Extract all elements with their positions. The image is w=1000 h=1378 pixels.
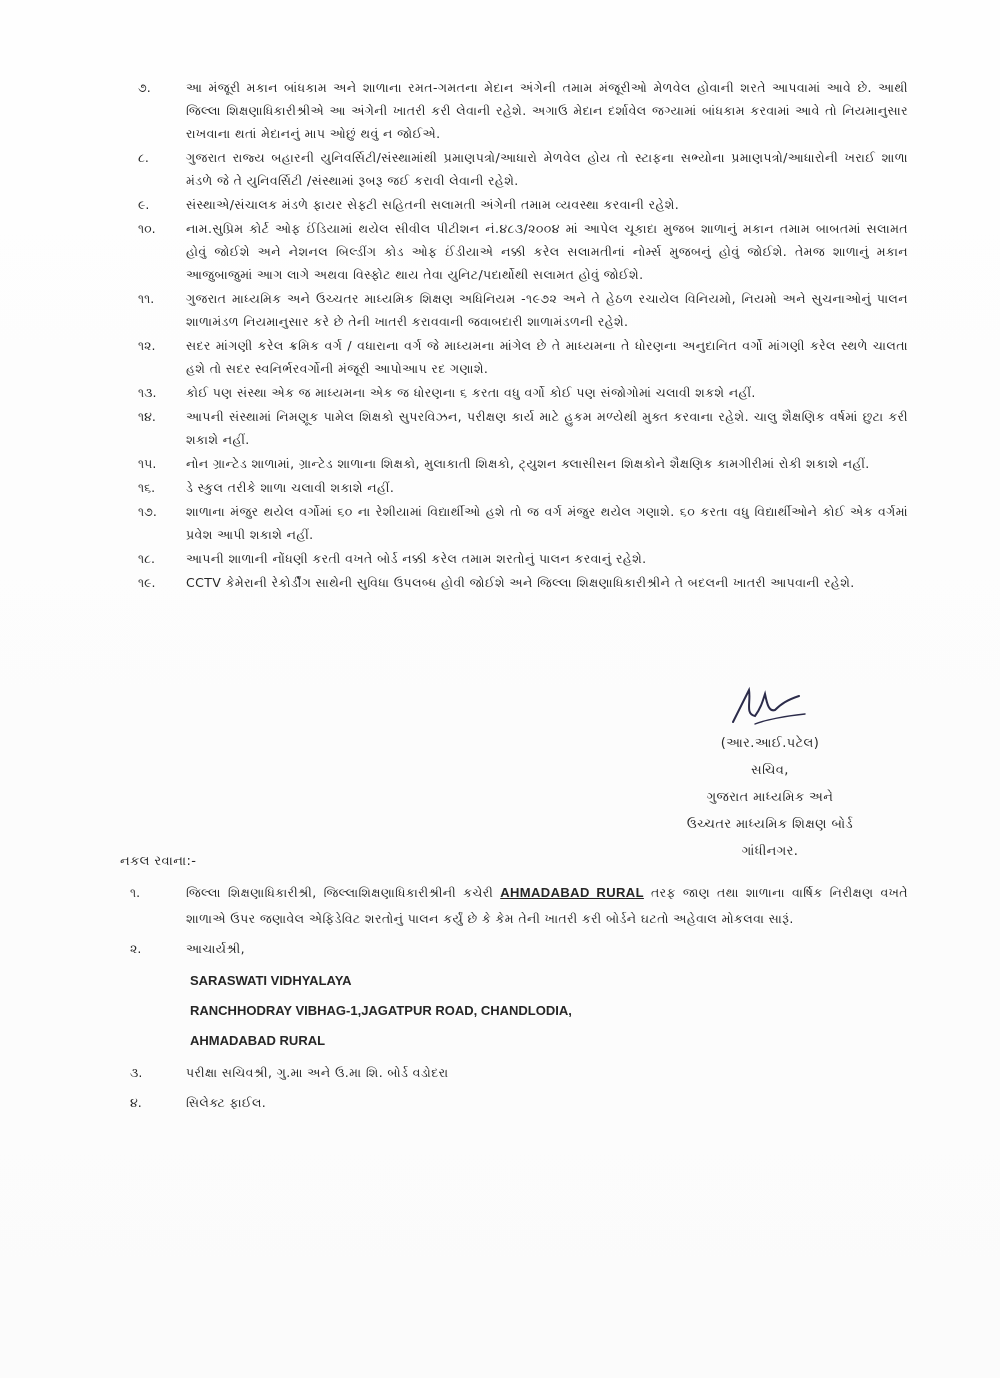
condition-text: કોઈ પણ સંસ્થા એક જ માધ્યમના એક જ ધોરણના ૬ કરતા વધુ વર્ગો કોઈ પણ સંજોગોમાં ચલાવી શકશે નહીં. (186, 385, 756, 400)
copy-item (118, 1090, 908, 1116)
handwritten-signature (725, 680, 815, 730)
condition-item (118, 217, 908, 286)
condition-number: ૧૯. (138, 575, 156, 590)
condition-item (118, 500, 908, 546)
signatory-designation: સચિવ, (751, 763, 789, 778)
conditions-list (118, 76, 908, 595)
condition-text: આ મંજૂરી મકાન બાંધકામ અને શાળાના રમત-ગમતના મેદાન અંગેની તમામ મંજૂરીઓ મેળવેલ હોવાની શરતે આપવામાં આવે છે. આથી જિલ્લા શિક્ષણાધિકારીશ્રીએ આ અંગેની ખાતરી કરી લેવાની રહેશે. અગાઉ મેદાન દર્શાવેલ જગ્યામાં બાંધકામ કરવામાં આવે તો નિયમાનુસાર રાખવાના થતાં મેદાનનું માપ ઓછું થવું ન જોઈએ. (186, 80, 908, 141)
condition-item (118, 76, 908, 145)
condition-text: નોન ગ્રાન્ટેડ શાળામાં, ગ્રાન્ટેડ શાળાના શિક્ષકો, મુલાકાતી શિક્ષકો, ટ્યુશન ક્લાસીસન શિક્ષકોને શૈક્ષણિક કામગીરીમાં રોકી શકાશે નહીં. (186, 456, 870, 471)
condition-text: આપની શાળાની નોંધણી કરતી વખતે બોર્ડ નક્કી કરેલ તમામ શરતોનું પાલન કરવાનું રહેશે. (186, 551, 647, 566)
condition-number: ૧૭. (138, 504, 157, 519)
copy-item-text: સિલેક્ટ ફાઈલ. (186, 1095, 267, 1110)
condition-text: સદર માંગણી કરેલ ક્રમિક વર્ગ / વધારાના વર્ગ જે માધ્યમના માંગેલ છે તે માધ્યમના તે ધોરણના અનુદાનિત વર્ગો માંગણી કરેલ સ્થળે ચાલતા હશે તો સદર સ્વનિર્ભરવર્ગોની મંજૂરી આપોઆપ રદ ગણાશે. (186, 338, 908, 376)
condition-number: ૧૫. (138, 456, 157, 471)
copy-item-text: પરીક્ષા સચિવશ્રી, ગુ.મા અને ઉ.મા શિ. બોર્ડ વડોદરા (186, 1065, 449, 1080)
condition-text: ડે સ્કુલ તરીકે શાળા ચલાવી શકાશે નહીં. (186, 480, 395, 495)
condition-item (118, 287, 908, 333)
condition-item (118, 381, 908, 404)
condition-text: સંસ્થાએ/સંચાલક મંડળે ફાયર સેફ્ટી સહિતની સલામતી અંગેની તમામ વ્યવસ્થા કરવાની રહેશે. (186, 197, 680, 212)
condition-text: શાળાના મંજુર થયેલ વર્ગોમાં ૬૦ ના રેશીયામાં વિદ્યાર્થીઓ હશે તો જ વર્ગ મંજુર થયેલ ગણાશે. ૬૦ કરતા વધુ વિદ્યાર્થીઓને કોઈ એક વર્ગમાં પ્રવેશ આપી શકાશે નહીં. (186, 504, 908, 542)
condition-item (118, 334, 908, 380)
school-district: AHMADABAD RURAL (190, 1033, 326, 1048)
signatory-city: ગાંધીનગર. (741, 844, 799, 859)
condition-item (118, 571, 908, 594)
signatory-org-line1: ગુજરાત માધ્યમિક અને (706, 790, 834, 805)
condition-item (118, 547, 908, 570)
copy-item (118, 936, 908, 962)
copy-item-number: ૩. (130, 1065, 143, 1080)
condition-text: CCTV કેમેરાની રેકોર્ડીંગ સાથેની સુવિધા ઉપલબ્ધ હોવી જોઈશે અને જિલ્લા શિક્ષણાધિકારીશ્રીને તે બદલની ખાતરી આપવાની રહેશે. (186, 575, 855, 590)
condition-item (118, 452, 908, 475)
copy-item (118, 1060, 908, 1086)
condition-item (118, 405, 908, 451)
copy-item1-post: તરફ જાણ તથા શાળાના વાર્ષિક નિરીક્ષણ વખતે શાળાએ ઉપર જણાવેલ એફિડેવિટ શરતોનું પાલન કર્યું છે કે કેમ તેની ખાતરી કરી બોર્ડને ઘટતો અહેવાલ મોકલવા સારૂં. (186, 885, 908, 926)
condition-text: આપની સંસ્થામાં નિમણૂક પામેલ શિક્ષકો સુપરવિઝન, પરીક્ષણ કાર્ય માટે હુકમ મળ્યેથી મુક્ત કરવાના રહેશે. ચાલુ શૈક્ષણિક વર્ષમાં છુટા કરી શકાશે નહીં. (186, 409, 908, 447)
copy-item-number: ૨. (130, 941, 142, 956)
condition-text: ગુજરાત રાજ્ય બહારની યુનિવર્સિટી/સંસ્થામાંથી પ્રમાણપત્રો/આધારો મેળવેલ હોય તો સ્ટાફના સભ્યોના પ્રમાણપત્રો/આધારોની ખરાઈ શાળા મંડળે જે તે યુનિવર્સિટી /સંસ્થામાં રૂબરૂ જઈ કરાવી લેવાની રહેશે. (186, 150, 908, 188)
school-address: RANCHHODRAY VIBHAG-1,JAGATPUR ROAD, CHANDLODIA, (190, 1003, 572, 1018)
copy-item1-pre: જિલ્લા શિક્ષણાધિકારીશ્રી, જિલ્લાશિક્ષણાધિકારીશ્રીની કચેરી (186, 885, 501, 900)
condition-item (118, 146, 908, 192)
condition-number: ૧૨. (138, 338, 156, 353)
condition-number: ૧૬. (138, 480, 156, 495)
copy-item-number: ૪. (130, 1095, 142, 1110)
school-name: SARASWATI VIDHYALAYA (190, 973, 352, 988)
signatory-name: (આર.આઈ.પટેલ) (720, 736, 820, 751)
condition-item (118, 476, 908, 499)
condition-number: ૧૮. (138, 551, 155, 566)
copy-item (118, 880, 908, 932)
condition-number: ૧૪. (138, 409, 156, 424)
condition-text: ગુજરાત માધ્યમિક અને ઉચ્ચતર માધ્યમિક શિક્ષણ અધિનિયમ -૧૯૭૨ અને તે હેઠળ રચાયેલ વિનિયમો, નિયમો અને સુચનાઓનું પાલન શાળામંડળ નિયમાનુસાર કરે છે તેની ખાતરી કરાવવાની જવાબદારી શાળામંડળની રહેશે. (186, 291, 908, 329)
condition-number: ૭. (138, 80, 151, 95)
copy-item-number: ૧. (130, 885, 141, 900)
condition-item (118, 193, 908, 216)
condition-number: ૧૦. (138, 221, 156, 236)
condition-number: ૯. (138, 197, 150, 212)
copy-item-text: આચાર્યશ્રી, (186, 941, 245, 956)
signature-block (640, 680, 900, 865)
copy-item-text (186, 880, 908, 932)
condition-number: ૮. (138, 150, 149, 165)
copy-to-list (118, 880, 908, 1120)
signatory-org-line2: ઉચ્ચતર માધ્યમિક શિક્ષણ બોર્ડ (686, 817, 854, 832)
condition-number: ૧૧. (138, 291, 155, 306)
district-name: AHMADABAD RURAL (500, 885, 644, 900)
condition-text: નામ.સુપ્રિમ કોર્ટ ઓફ ઈંડિયામાં થયેલ સીવીલ પીટીશન નં.૪૮૩/૨૦૦૪ માં આપેલ ચૂકાદા મુજબ શાળાનું મકાન તમામ બાબતમાં સલામત હોવું જોઈશે અને નેશનલ બિલ્ડીંગ કોડ ઓફ ઈંડીયાએ નક્કી કરેલ સલામતીનાં નોર્મ્સ મુજબનું હોવું જોઈશે. તેમજ શાળાનું મકાન આજુબાજુમાં આગ લાગે અથવા વિસ્ફોટ થાય તેવા યુનિટ/પદાર્થોથી સલામત હોવું જોઈશે. (186, 221, 908, 282)
copy-to-heading: નકલ રવાના:- (120, 854, 197, 869)
condition-number: ૧૩. (138, 385, 157, 400)
